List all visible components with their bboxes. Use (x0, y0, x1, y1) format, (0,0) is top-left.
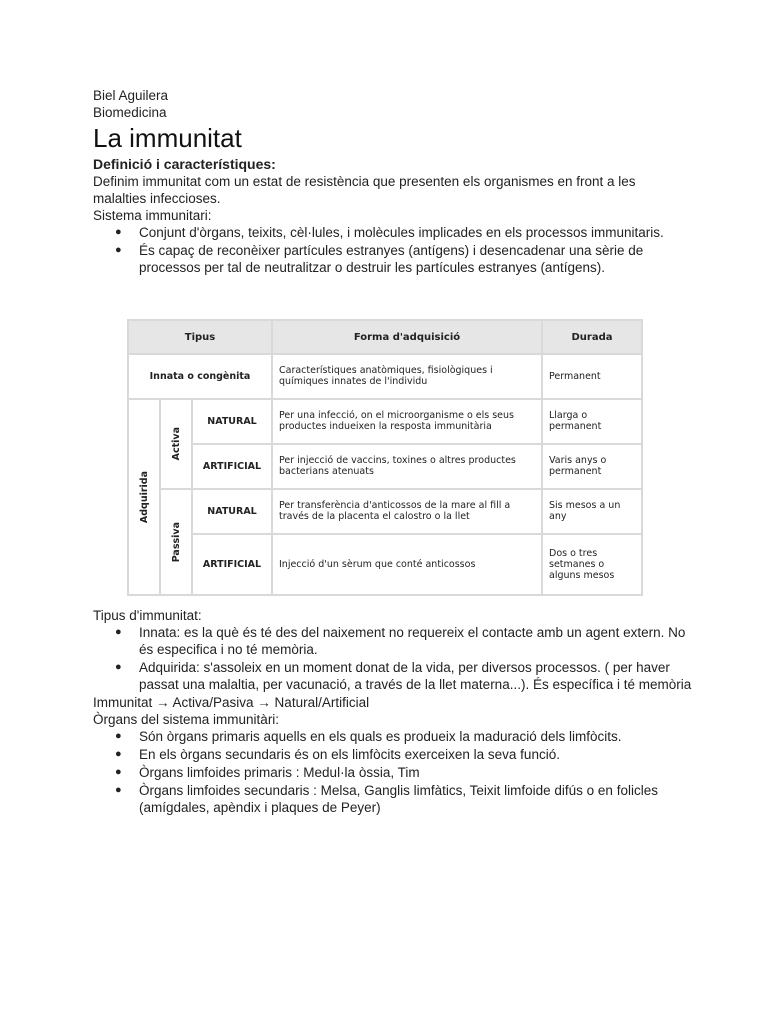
table-row (128, 489, 642, 534)
bullet-icon: ● (115, 784, 122, 796)
bullet-icon: ● (115, 226, 122, 238)
list-item: ● És capaç de reconèixer partícules estranyes (antígens) i desencadenar una sèrie de processos per tal de neutralitzar o destruir les partícules estranyes (antígens). (115, 243, 644, 275)
bullet-icon: ● (115, 748, 122, 760)
row-kind: ARTIFICIAL (192, 534, 272, 595)
row-duration: Llarga o permanent (542, 399, 642, 444)
activa-label: Activa (170, 427, 182, 461)
adquirida-label: Adquirida (138, 470, 150, 524)
section-heading: Definició i característiques: (93, 156, 276, 172)
definition-text: Definim immunitat com un estat de resistència que presenten els organismes en front a les malalties infeccioses. (93, 174, 636, 206)
subject: Biomedicina (93, 105, 167, 120)
innata-form: Característiques anatòmiques, fisiològiques i químiques innates de l'individu (272, 354, 542, 399)
table-header-row (128, 320, 642, 354)
list-item: ● Innata: es la què és té des del naixement no requereix el contacte amb un agent extern. No és especifica i no té memòria. (115, 625, 686, 657)
list-item: ● En els òrgans secundaris és on els limfòcits exerceixen la seva funció. (115, 747, 560, 762)
list-item: ● Són òrgans primaris aquells en els quals es produeix la maduració dels limfòcits. (115, 729, 622, 744)
row-duration: Sis mesos a un any (542, 489, 642, 534)
bullet-icon: ● (115, 730, 122, 742)
header-durada: Durada (542, 320, 642, 354)
list-item: ● Òrgans limfoides secundaris : Melsa, Ganglis limfàtics, Teixit limfoide difús o en folicles (amígdales, apèndix i plaques de Peyer) (115, 783, 658, 815)
organs-label: Òrgans del sistema immunitàri: (93, 712, 280, 727)
header-forma: Forma d'adquisició (272, 320, 542, 354)
bullet-icon: ● (115, 661, 122, 673)
types-summary: Immunitat → Activa/Pasiva → Natural/Artificial (93, 695, 370, 710)
bullet-icon: ● (115, 626, 122, 638)
types-list (93, 624, 693, 693)
immunity-table-image (127, 319, 641, 596)
row-duration: Dos o tres setmanes o alguns mesos (542, 534, 642, 595)
passiva-label: Passiva (170, 521, 182, 562)
types-label: Tipus d'immunitat: (93, 608, 202, 623)
list-item: ● Conjunt d'òrgans, teixits, cèl·lules, i molècules implicades en els processos immunitaris. (115, 225, 664, 240)
list-item: ● Adquirida: s'assoleix en un moment donat de la vida, per diversos processos. ( per haver passat una malaltia, per vacunació, a través de la llet materna...). És específica i té memòria (115, 660, 692, 692)
document-bottom (93, 607, 693, 817)
row-form: Injecció d'un sèrum que conté anticossos (272, 534, 542, 595)
passiva-cell (160, 489, 192, 595)
innata-duration: Permanent (542, 354, 642, 399)
adquirida-cell (128, 399, 160, 595)
bullet-icon: ● (115, 766, 122, 778)
header-tipus: Tipus (128, 320, 272, 354)
row-form: Per una infecció, on el microorganisme o els seus productes indueixen la resposta immunitària (272, 399, 542, 444)
row-kind: ARTIFICIAL (192, 444, 272, 489)
document-title: La immunitat (93, 123, 242, 153)
row-form: Per transferència d'anticossos de la mare al fill a través de la placenta el calostro o la llet (272, 489, 542, 534)
table-row (128, 444, 642, 489)
row-duration: Varis anys o permanent (542, 444, 642, 489)
immunity-table (127, 319, 643, 596)
table-row (128, 354, 642, 399)
list-item: ● Òrgans limfoides primaris : Medul·la òssia, Tim (115, 765, 420, 780)
organs-list (93, 728, 693, 816)
system-label: Sistema immunitari: (93, 208, 212, 223)
row-kind: NATURAL (192, 399, 272, 444)
bullet-icon: ● (115, 244, 122, 256)
row-form: Per injecció de vaccins, toxines o altres productes bacterians atenuats (272, 444, 542, 489)
innata-type: Innata o congènita (128, 354, 272, 399)
row-kind: NATURAL (192, 489, 272, 534)
system-list (93, 224, 683, 276)
table-row (128, 534, 642, 595)
author: Biel Aguilera (93, 88, 169, 103)
table-row (128, 399, 642, 444)
activa-cell (160, 399, 192, 489)
document-top (93, 87, 683, 277)
